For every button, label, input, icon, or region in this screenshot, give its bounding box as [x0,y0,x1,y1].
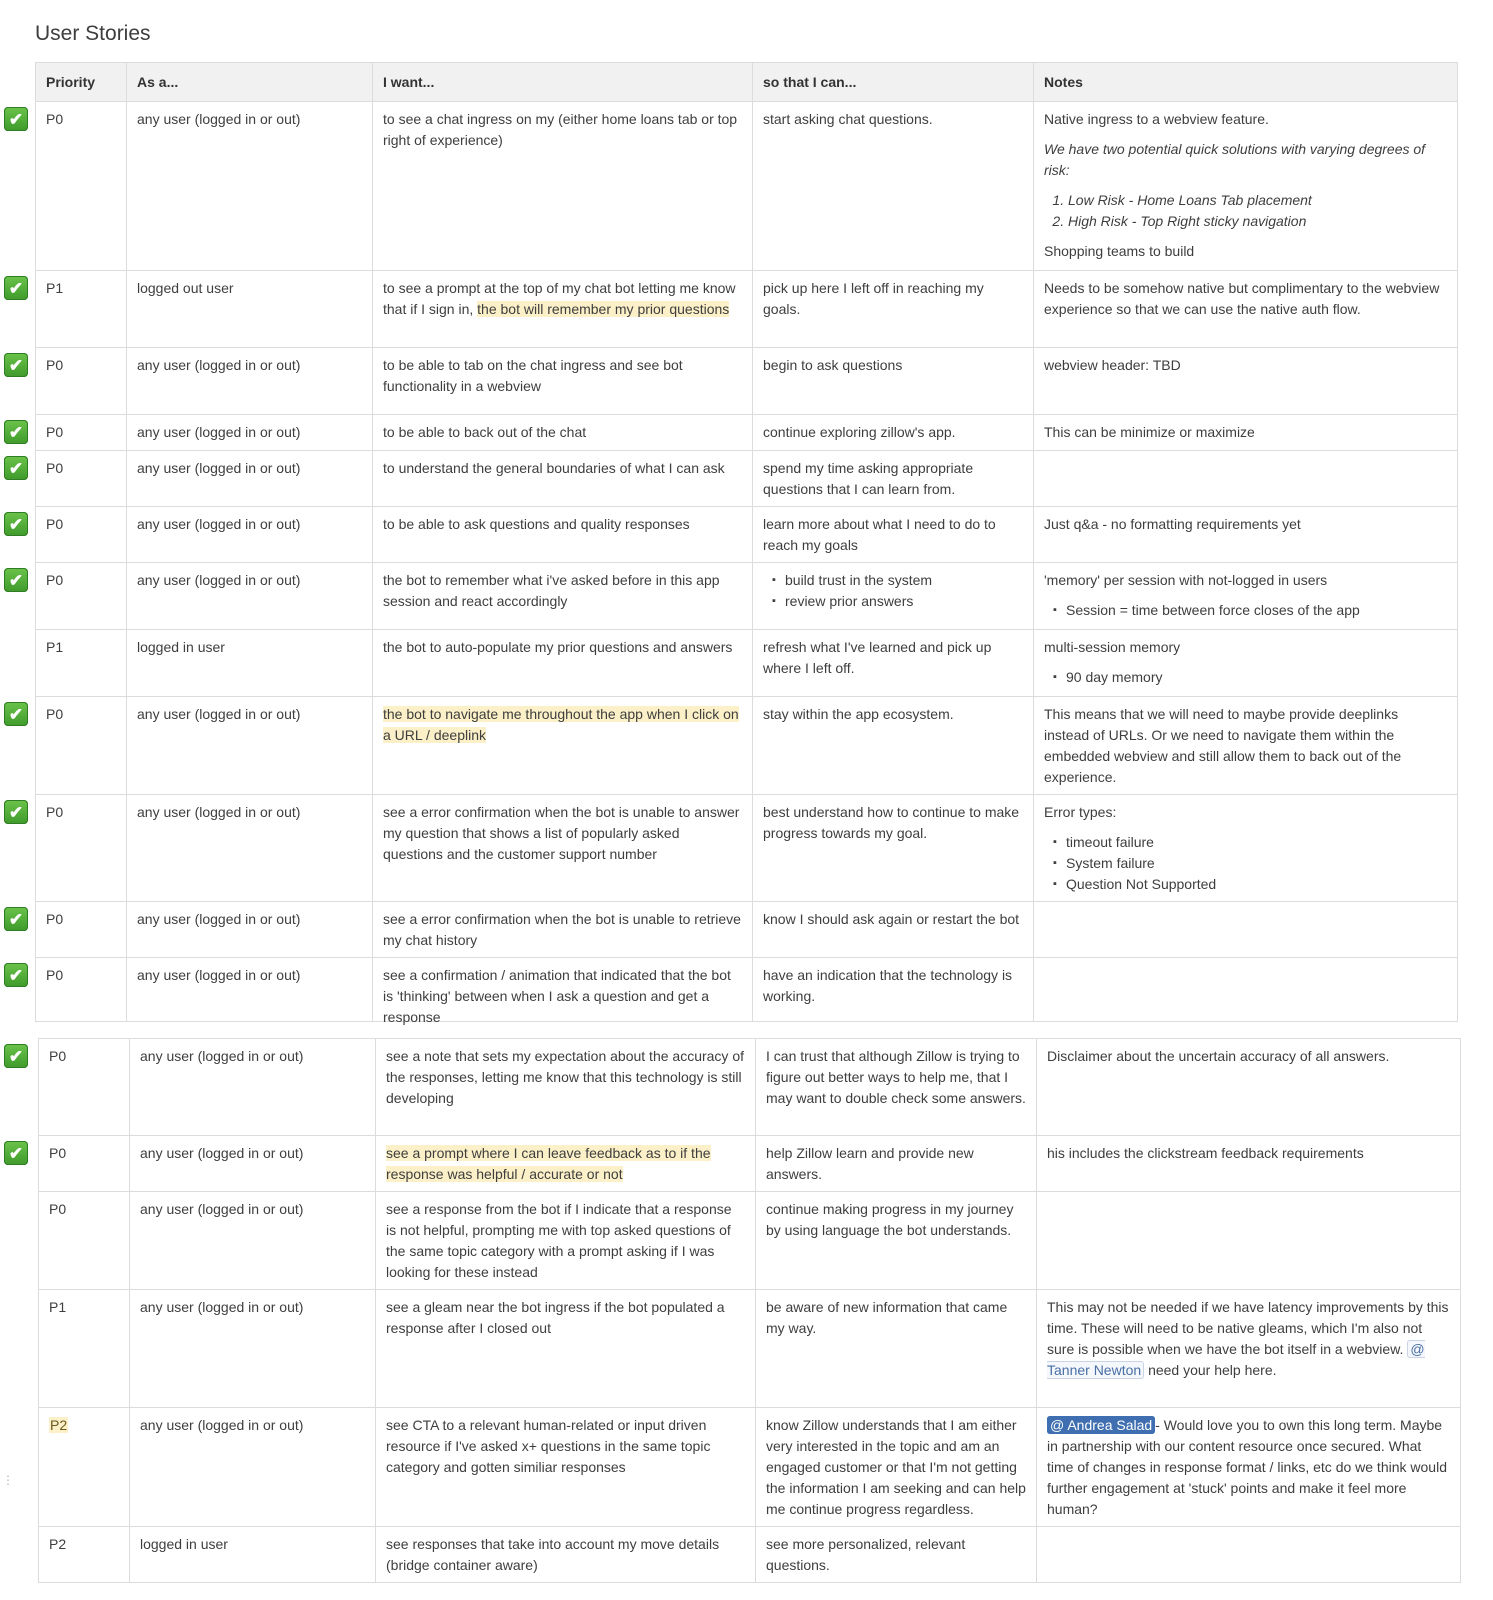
so-that-cell[interactable]: continue exploring zillow's app. [753,415,1034,451]
priority-cell[interactable]: P0 [36,958,127,1022]
notes-text: Error types: [1044,804,1117,820]
i-want-cell[interactable]: see a response from the bot if I indicate that a response is not helpful, prompting me with top asked questions of the same topic category with a prompt asking if I was looking for these instead [376,1192,756,1290]
table-row [36,348,1458,415]
i-want-cell[interactable] [373,271,753,348]
notes-cell[interactable]: Just q&a - no formatting requirements yet [1034,507,1458,563]
table-row [36,795,1458,902]
table-row [39,1527,1461,1583]
notes-cell[interactable] [1037,1527,1461,1583]
highlighted-text: see a prompt where I can leave feedback as to if the response was helpful / accurate or not [386,1145,711,1182]
checkmark-icon[interactable]: ✔ [4,353,28,377]
priority-cell[interactable]: P0 [36,348,127,415]
so-that-cell[interactable]: know I should ask again or restart the bot [753,902,1034,958]
as-a-cell[interactable]: logged in user [127,630,373,697]
user-stories-table-continued [38,1038,1461,1583]
i-want-cell[interactable] [373,697,753,795]
i-want-text: to see a prompt at the top of my chat bot letting me know that if I sign in, [383,280,736,317]
priority-cell[interactable]: P2 [39,1527,130,1583]
notes-cell[interactable]: Disclaimer about the uncertain accuracy of all answers. [1037,1039,1461,1136]
list-item: ▪ 90 day memory [1066,667,1447,688]
list-item: ▪ System failure [1066,853,1447,874]
list-item: 1. Low Risk - Home Loans Tab placement [1068,190,1447,211]
list-item: ▪ Question Not Supported [1066,874,1447,895]
as-a-cell[interactable]: any user (logged in or out) [130,1136,376,1192]
notes-cell[interactable] [1034,795,1458,902]
table-row [39,1039,1461,1136]
notes-text: need your help here. [1148,1362,1277,1378]
user-stories-table [35,62,1458,1025]
notes-cell[interactable]: webview header: TBD [1034,348,1458,415]
mention-chip[interactable]: @ Tanner Newton [1047,1341,1425,1378]
priority-cell[interactable]: P0 [36,795,127,902]
table-row [36,563,1458,630]
as-a-cell[interactable]: any user (logged in or out) [127,507,373,563]
highlighted-text: the bot will remember my prior questions [477,301,730,317]
notes-cell[interactable] [1034,563,1458,630]
so-that-cell[interactable]: know Zillow understands that I am either very interested in the topic and am an engaged customer or that I'm not getting the information I am seeking and can help me continue progress regardless. [756,1408,1037,1527]
i-want-cell[interactable] [376,1136,756,1192]
i-want-cell[interactable]: to understand the general boundaries of what I can ask [373,451,753,507]
notes-cell[interactable] [1034,902,1458,958]
i-want-cell[interactable]: see a error confirmation when the bot is unable to retrieve my chat history [373,902,753,958]
list-item: 2. High Risk - Top Right sticky navigation [1068,211,1447,232]
so-that-cell[interactable]: continue making progress in my journey by using language the bot understands. [756,1192,1037,1290]
notes-cell[interactable] [1034,630,1458,697]
column-header-so-that[interactable]: so that I can... [753,63,1034,102]
notes-cell[interactable]: Needs to be somehow native but complimentary to the webview experience so that we can use the native auth flow. [1034,271,1458,348]
priority-cell[interactable] [39,1408,130,1527]
column-header-notes[interactable]: Notes [1034,63,1458,102]
i-want-cell[interactable]: to be able to tab on the chat ingress and see bot functionality in a webview [373,348,753,415]
so-that-cell[interactable]: have an indication that the technology is working. [753,958,1034,1022]
bullet-list [1044,667,1447,688]
so-that-cell[interactable]: stay within the app ecosystem. [753,697,1034,795]
list-item: ▪ timeout failure [1066,832,1447,853]
checkmark-icon[interactable]: ✔ [4,276,28,300]
mention-chip[interactable]: @ Andrea Salad [1047,1416,1155,1434]
checkmark-icon[interactable]: ✔ [4,1141,28,1165]
priority-cell[interactable]: P0 [36,415,127,451]
checkmark-icon[interactable]: ✔ [4,420,28,444]
list-item: ▪ build trust in the system [785,570,1023,591]
so-that-cell[interactable]: pick up here I left off in reaching my goals. [753,271,1034,348]
table-row [36,451,1458,507]
priority-cell[interactable]: P0 [36,102,127,271]
table-row [39,1408,1461,1527]
as-a-cell[interactable]: any user (logged in or out) [127,415,373,451]
i-want-cell[interactable]: the bot to remember what i've asked before in this app session and react accordingly [373,563,753,630]
as-a-cell[interactable]: any user (logged in or out) [127,102,373,271]
table-header-row [36,63,1458,102]
table-row [39,1192,1461,1290]
notes-cell[interactable] [1037,1290,1461,1408]
priority-cell[interactable]: P0 [39,1136,130,1192]
as-a-cell[interactable]: any user (logged in or out) [130,1290,376,1408]
i-want-cell[interactable]: the bot to auto-populate my prior questions and answers [373,630,753,697]
i-want-cell[interactable]: see a error confirmation when the bot is unable to answer my question that shows a list of popularly asked questions and the customer support number [373,795,753,902]
notes-cell[interactable] [1034,102,1458,271]
i-want-cell[interactable]: to be able to ask questions and quality responses [373,507,753,563]
bullet-list [1044,600,1447,621]
bullet-list [763,570,1023,612]
priority-cell[interactable]: P0 [36,451,127,507]
checkmark-icon[interactable]: ✔ [4,702,28,726]
priority-cell[interactable]: P0 [36,507,127,563]
notes-cell[interactable]: This can be minimize or maximize [1034,415,1458,451]
numbered-list [1044,190,1447,232]
i-want-cell[interactable]: to see a chat ingress on my (either home loans tab or top right of experience) [373,102,753,271]
as-a-cell[interactable]: logged out user [127,271,373,348]
as-a-cell[interactable]: any user (logged in or out) [130,1039,376,1136]
so-that-cell[interactable] [753,563,1034,630]
notes-cell[interactable] [1037,1192,1461,1290]
so-that-cell[interactable]: be aware of new information that came my way. [756,1290,1037,1408]
notes-cell[interactable] [1037,1408,1461,1527]
highlighted-text: the bot to navigate me throughout the app when I click on a URL / deeplink [383,706,739,743]
table-row [36,958,1458,1022]
priority-cell[interactable]: P1 [36,271,127,348]
i-want-cell[interactable]: to be able to back out of the chat [373,415,753,451]
checkmark-icon[interactable]: ✔ [4,456,28,480]
priority-cell[interactable]: P0 [36,697,127,795]
i-want-cell[interactable]: see a gleam near the bot ingress if the bot populated a response after I closed out [376,1290,756,1408]
list-item: ▪ Session = time between force closes of the app [1066,600,1447,621]
notes-text: 'memory' per session with not-logged in users [1044,572,1328,588]
notes-text: multi-session memory [1044,639,1181,655]
table-row [36,271,1458,348]
table-row [39,1136,1461,1192]
so-that-cell[interactable]: refresh what I've learned and pick up where I left off. [753,630,1034,697]
table-row [39,1290,1461,1408]
table-row [36,902,1458,958]
checkmark-icon[interactable]: ✔ [4,568,28,592]
notes-text: We have two potential quick solutions with varying degrees of risk: [1044,141,1426,178]
so-that-cell[interactable]: I can trust that although Zillow is trying to figure out better ways to help me, that I may want to double check some answers. [756,1039,1037,1136]
table-row [36,697,1458,795]
notes-cell[interactable]: his includes the clickstream feedback requirements [1037,1136,1461,1192]
checkmark-icon[interactable]: ✔ [4,800,28,824]
notes-cell[interactable] [1034,958,1458,1022]
checkmark-icon[interactable]: ✔ [4,907,28,931]
notes-text: Native ingress to a webview feature. [1044,111,1269,127]
as-a-cell[interactable]: any user (logged in or out) [127,795,373,902]
notes-text: Shopping teams to build [1044,243,1195,259]
i-want-cell[interactable]: see CTA to a relevant human-related or input driven resource if I've asked x+ questions in the same topic category and gotten similiar responses [376,1408,756,1527]
notes-text: This may not be needed if we have latency improvements by this time. These will need to be native gleams, which I'm also not sure is possible when we have the bot itself in a webview. [1047,1299,1449,1357]
priority-cell[interactable]: P0 [39,1192,130,1290]
notes-cell[interactable]: This means that we will need to maybe provide deeplinks instead of URLs. Or we need to navigate them within the embedded webview and still allow them to back out of the experience. [1034,697,1458,795]
so-that-cell[interactable]: start asking chat questions. [753,102,1034,271]
priority-cell[interactable]: P1 [39,1290,130,1408]
drag-handle-icon[interactable]: ⋮ [2,1473,14,1487]
i-want-cell[interactable]: see a note that sets my expectation about the accuracy of the responses, letting me know that this technology is still developing [376,1039,756,1136]
checkmark-icon[interactable]: ✔ [4,963,28,987]
i-want-cell[interactable]: see responses that take into account my move details (bridge container aware) [376,1527,756,1583]
so-that-cell[interactable]: best understand how to continue to make progress towards my goal. [753,795,1034,902]
checkmark-icon[interactable]: ✔ [4,107,28,131]
table-row [36,102,1458,271]
page-title: User Stories [35,22,151,45]
priority-cell[interactable]: P1 [36,630,127,697]
so-that-cell[interactable]: see more personalized, relevant questions. [756,1527,1037,1583]
as-a-cell[interactable]: any user (logged in or out) [130,1192,376,1290]
column-header-i-want[interactable]: I want... [373,63,753,102]
as-a-cell[interactable]: any user (logged in or out) [127,563,373,630]
priority-cell[interactable]: P0 [39,1039,130,1136]
so-that-cell[interactable]: begin to ask questions [753,348,1034,415]
table-row [36,630,1458,697]
so-that-cell[interactable]: learn more about what I need to do to reach my goals [753,507,1034,563]
so-that-cell[interactable]: spend my time asking appropriate questions that I can learn from. [753,451,1034,507]
list-item: ▪ review prior answers [785,591,1023,612]
as-a-cell[interactable]: any user (logged in or out) [127,697,373,795]
checkmark-icon[interactable]: ✔ [4,512,28,536]
i-want-cell[interactable] [373,958,753,1025]
bullet-list [1044,832,1447,895]
column-header-priority[interactable]: Priority [36,63,127,102]
so-that-cell[interactable]: help Zillow learn and provide new answers. [756,1136,1037,1192]
priority-cell[interactable]: P0 [36,563,127,630]
priority-cell[interactable]: P0 [36,902,127,958]
notes-text: - Would love you to own this long term. Maybe in partnership with our content resource once secured. What time of changes in response format / links, etc do we think would further engagement at 'stuck' points and make it feel more human? [1047,1417,1447,1517]
table-row [36,415,1458,451]
as-a-cell[interactable]: any user (logged in or out) [127,902,373,958]
as-a-cell[interactable]: logged in user [130,1527,376,1583]
notes-cell[interactable] [1034,451,1458,507]
checkmark-icon[interactable]: ✔ [4,1044,28,1068]
as-a-cell[interactable]: any user (logged in or out) [127,958,373,1022]
i-want-text: see a confirmation / animation that indicated that the bot is 'thinking' between when I ask a question and get a response [383,967,731,1025]
column-header-as-a[interactable]: As a... [127,63,373,102]
as-a-cell[interactable]: any user (logged in or out) [127,348,373,415]
table-row [36,507,1458,563]
priority-highlight: P2 [50,1417,68,1433]
as-a-cell[interactable]: any user (logged in or out) [127,451,373,507]
as-a-cell[interactable]: any user (logged in or out) [130,1408,376,1527]
